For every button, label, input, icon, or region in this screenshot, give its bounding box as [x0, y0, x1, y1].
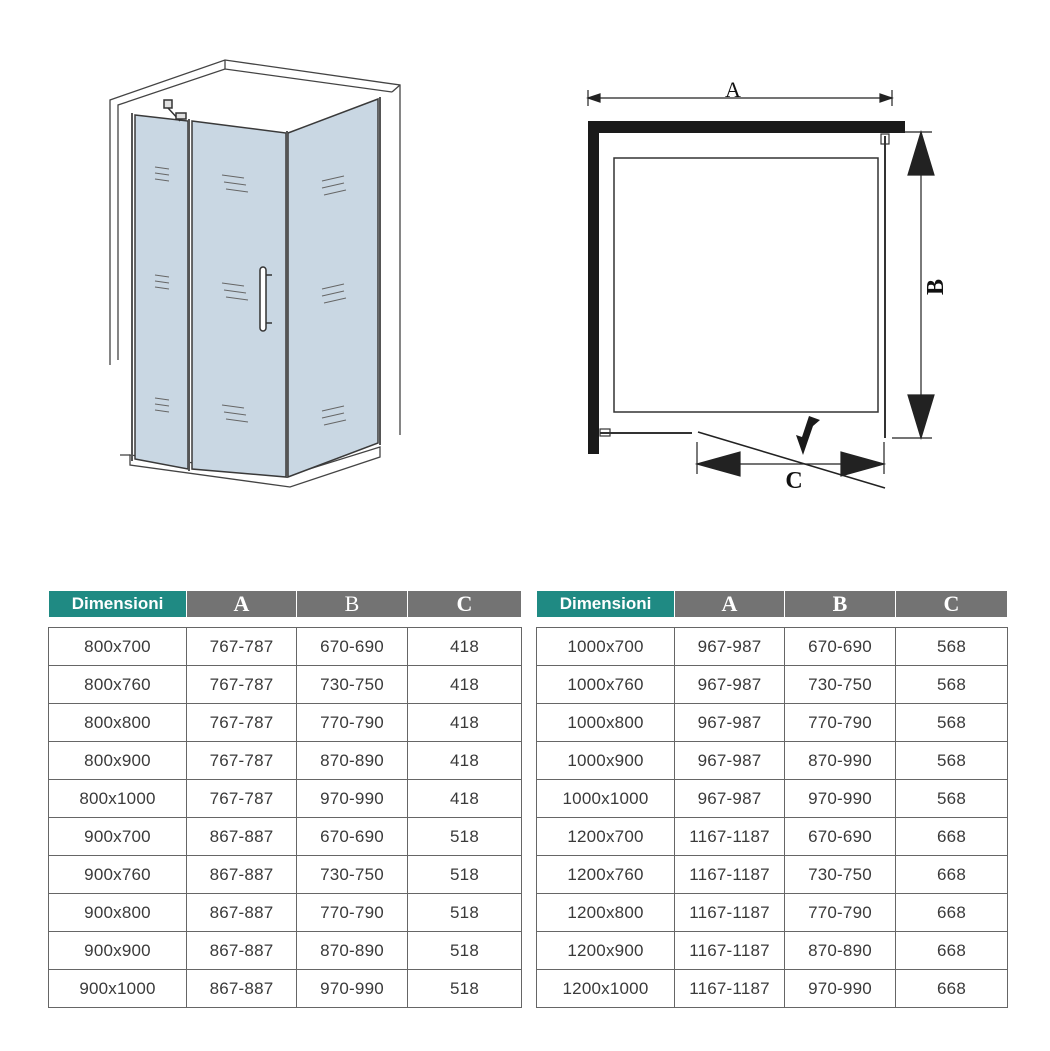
sizes-table-left: [48, 590, 522, 1008]
table-row: [49, 894, 522, 932]
cell-a: 867-887: [187, 932, 297, 970]
table-row: [537, 856, 1008, 894]
table-row: [49, 780, 522, 818]
shower-tray: [614, 158, 878, 412]
cell-b: 730-750: [297, 856, 408, 894]
cell-b: 970-990: [297, 970, 408, 1008]
cell-c: 518: [408, 932, 522, 970]
cell-b: 730-750: [785, 666, 896, 704]
cell-dimension: 1000x700: [537, 628, 675, 666]
cell-c: 518: [408, 970, 522, 1008]
shower-enclosure-illustration: [100, 55, 430, 505]
cell-dimension: 1200x800: [537, 894, 675, 932]
cell-dimension: 900x900: [49, 932, 187, 970]
table-row: [49, 742, 522, 780]
cell-dimension: 800x900: [49, 742, 187, 780]
cell-a: 1167-1187: [675, 856, 785, 894]
cell-a: 967-987: [675, 780, 785, 818]
header-dimensioni: Dimensioni: [537, 591, 675, 618]
cell-dimension: 900x700: [49, 818, 187, 856]
cell-dimension: 1000x760: [537, 666, 675, 704]
cell-b: 770-790: [297, 704, 408, 742]
cell-b: 770-790: [297, 894, 408, 932]
cell-c: 518: [408, 818, 522, 856]
table-row: [537, 780, 1008, 818]
cell-b: 970-990: [785, 970, 896, 1008]
cell-a: 767-787: [187, 780, 297, 818]
cell-dimension: 800x760: [49, 666, 187, 704]
cell-b: 970-990: [297, 780, 408, 818]
cell-dimension: 1000x1000: [537, 780, 675, 818]
cell-c: 568: [896, 666, 1008, 704]
back-wall: [592, 121, 905, 133]
table-row: [49, 856, 522, 894]
header-b: B: [785, 591, 896, 618]
cell-c: 418: [408, 742, 522, 780]
cell-dimension: 800x800: [49, 704, 187, 742]
cell-c: 418: [408, 628, 522, 666]
header-c: C: [408, 591, 522, 618]
table-row: [49, 628, 522, 666]
cell-b: 870-890: [297, 932, 408, 970]
cell-b: 870-890: [785, 932, 896, 970]
cell-b: 770-790: [785, 894, 896, 932]
cell-c: 568: [896, 742, 1008, 780]
table-row: [49, 704, 522, 742]
table-row: [49, 932, 522, 970]
cell-b: 670-690: [785, 628, 896, 666]
cell-dimension: 1200x760: [537, 856, 675, 894]
table-row: [537, 742, 1008, 780]
cell-dimension: 1000x800: [537, 704, 675, 742]
cell-dimension: 800x1000: [49, 780, 187, 818]
cell-c: 668: [896, 894, 1008, 932]
table-row: [537, 818, 1008, 856]
cell-a: 967-987: [675, 666, 785, 704]
side-wall: [588, 121, 599, 454]
cell-a: 1167-1187: [675, 970, 785, 1008]
sizes-table-right: [536, 590, 1008, 1008]
cell-b: 770-790: [785, 704, 896, 742]
cell-c: 518: [408, 894, 522, 932]
table-row: [49, 970, 522, 1008]
cell-c: 568: [896, 780, 1008, 818]
cell-b: 670-690: [297, 818, 408, 856]
plan-view-diagram: [570, 70, 950, 500]
cell-a: 767-787: [187, 704, 297, 742]
table-row: [49, 818, 522, 856]
cell-b: 730-750: [785, 856, 896, 894]
cell-c: 518: [408, 856, 522, 894]
cell-a: 1167-1187: [675, 818, 785, 856]
cell-a: 767-787: [187, 666, 297, 704]
cell-a: 1167-1187: [675, 932, 785, 970]
cell-a: 1167-1187: [675, 894, 785, 932]
table-row: [537, 970, 1008, 1008]
cell-a: 767-787: [187, 742, 297, 780]
cell-dimension: 1000x900: [537, 742, 675, 780]
header-b: B: [297, 591, 408, 618]
cell-c: 568: [896, 704, 1008, 742]
cell-dimension: 900x800: [49, 894, 187, 932]
hinge-bracket-icon: [164, 100, 186, 121]
cell-a: 967-987: [675, 742, 785, 780]
cell-c: 418: [408, 780, 522, 818]
header-a: A: [187, 591, 297, 618]
cell-c: 668: [896, 970, 1008, 1008]
table-row: [537, 894, 1008, 932]
cell-a: 867-887: [187, 970, 297, 1008]
cell-c: 668: [896, 856, 1008, 894]
cell-a: 967-987: [675, 628, 785, 666]
label-a: A: [725, 77, 741, 102]
table-row: [537, 704, 1008, 742]
cell-a: 867-887: [187, 818, 297, 856]
cell-dimension: 900x1000: [49, 970, 187, 1008]
cell-c: 668: [896, 818, 1008, 856]
header-dimensioni: Dimensioni: [49, 591, 187, 618]
table-row: [49, 666, 522, 704]
cell-dimension: 1200x900: [537, 932, 675, 970]
cell-c: 568: [896, 628, 1008, 666]
cell-b: 670-690: [297, 628, 408, 666]
cell-c: 668: [896, 932, 1008, 970]
cell-dimension: 900x760: [49, 856, 187, 894]
opening-direction-arrow-icon: [796, 416, 820, 455]
cell-b: 670-690: [785, 818, 896, 856]
cell-a: 867-887: [187, 894, 297, 932]
cell-dimension: 1200x1000: [537, 970, 675, 1008]
cell-c: 418: [408, 704, 522, 742]
cell-a: 967-987: [675, 704, 785, 742]
cell-a: 867-887: [187, 856, 297, 894]
header-c: C: [896, 591, 1008, 618]
table-row: [537, 932, 1008, 970]
cell-b: 970-990: [785, 780, 896, 818]
label-c: C: [785, 468, 803, 494]
header-a: A: [675, 591, 785, 618]
cell-a: 767-787: [187, 628, 297, 666]
cell-c: 418: [408, 666, 522, 704]
table-row: [537, 666, 1008, 704]
label-b: B: [923, 278, 949, 296]
cell-dimension: 1200x700: [537, 818, 675, 856]
cell-b: 870-990: [785, 742, 896, 780]
cell-b: 870-890: [297, 742, 408, 780]
cell-dimension: 800x700: [49, 628, 187, 666]
table-row: [537, 628, 1008, 666]
cell-b: 730-750: [297, 666, 408, 704]
